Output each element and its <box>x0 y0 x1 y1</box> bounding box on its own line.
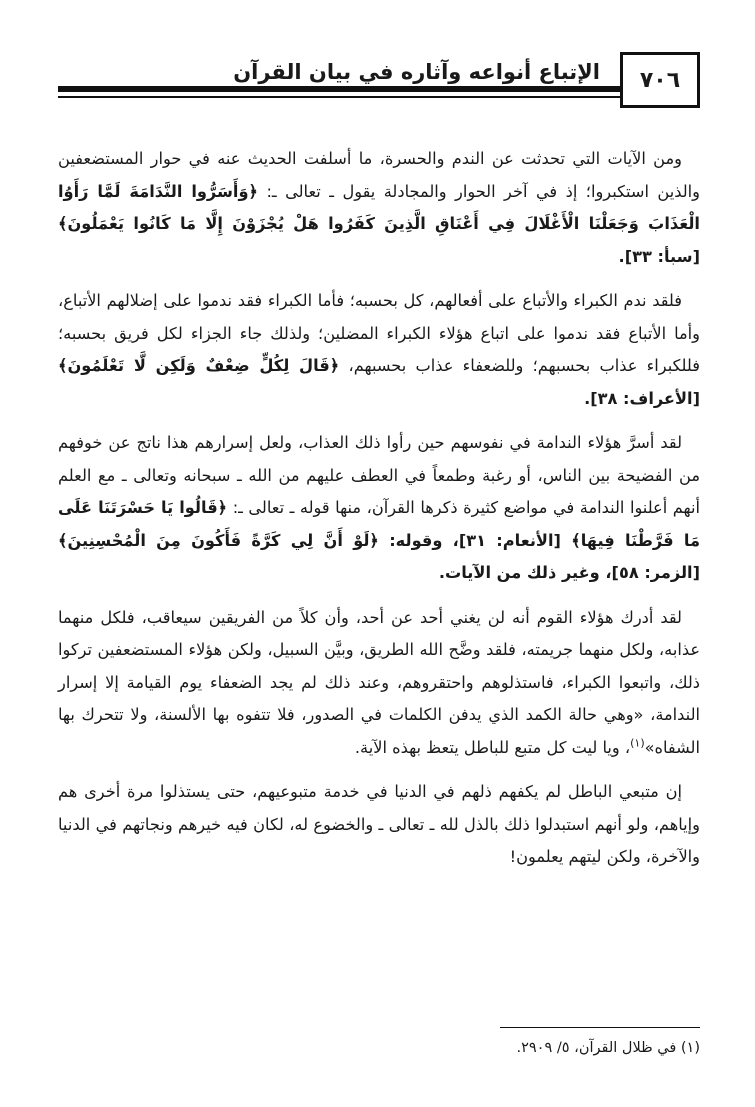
page-number: ٧٠٦ <box>639 67 681 93</box>
paragraph-text: فلقد ندم الكبراء والأتباع على أفعالهم، كل بحسبه؛ فأما الكبراء فقد ندموا على إضلالهم الأتباع، وأما الأتباع فقد ندموا على اتباع هؤلاء الكبراء المضلين؛ ولذلك جاء الجزاء لكل فريق بحسبه؛ فللكبراء عذاب بحسبهم؛ وللضعفاء عذاب بحسبهم، <box>58 291 700 375</box>
page-body <box>58 143 700 886</box>
footnote-marker[interactable]: (١) <box>630 736 645 750</box>
running-title: الإتباع أنواعه وآثاره في بيان القرآن <box>233 60 600 84</box>
header-rule-thin <box>58 96 620 98</box>
quran-verse: ﴿قَالُوا يَا حَسْرَتَنَا عَلَى مَا فَرَّطْنَا فِيهَا﴾ <box>58 498 700 550</box>
paragraph-2 <box>58 285 700 415</box>
paragraph-4 <box>58 602 700 765</box>
footnote: (١) في ظلال القرآن، ٥/ ٢٩٠٩. <box>516 1040 700 1056</box>
paragraph-1 <box>58 143 700 273</box>
page-number-box <box>620 52 700 108</box>
paragraph-5 <box>58 776 700 874</box>
verse-reference: [الزمر: ٥٨]، وغير ذلك من الآيات. <box>438 563 700 582</box>
paragraph-3 <box>58 427 700 590</box>
verse-reference: [الأنعام: ٣١]، وقوله: <box>378 530 572 550</box>
paragraph-text: ومن الآيات التي تحدثت عن الندم والحسرة، ما أسلفت الحديث عنه في حوار المستضعفين والذين استكبروا؛ إذ في آخر الحوار والمجادلة يقول ـ تعالى ـ: <box>58 149 700 201</box>
verse-reference: [الأعراف: ٣٨]. <box>584 388 700 408</box>
quran-verse: ﴿قَالَ لِكُلٍّ ضِعْفٌ وَلَكِن لَّا تَعْلَمُونَ﴾ <box>58 356 340 375</box>
quran-verse: ﴿لَوْ أَنَّ لِي كَرَّةً فَأَكُونَ مِنَ الْمُحْسِنِينَ﴾ <box>58 530 379 550</box>
paragraph-text: لقد أسرَّ هؤلاء الندامة في نفوسهم حين رأوا ذلك العذاب، ولعل إسرارهم هذا ناتج عن خوفهم من الفضيحة بين الناس، أو رغبة وطمعاً في العطف عليهم من الله ـ سبحانه وتعالى ـ مع العلم أنهم أعلنوا الندامة في مواضع كثيرة ذكرها القرآن، منها قوله ـ تعالى ـ: <box>58 433 700 517</box>
page-header <box>58 52 700 112</box>
paragraph-text: لقد أدرك هؤلاء القوم أنه لن يغني أحد عن أحد، وأن كلاً من الفريقين سيعاقب، فلكل منهما عذابه، ولكل منهما جريمته، فلقد وضَّح الله الطريق، وبيَّن السبيل، ولكن هؤلاء المستضعفين تركوا ذلك، واتبعوا الكبراء، فاستذلوهم واحتقروهم، وعند ذلك لم يجد الضعفاء يوم القيامة إلا إسرار الندامة، «وهي حالة الكمد الذي يدفن الكلمات في الصدور، فلا تتفوه بها الألسنة، ولا تتحرك بها الشفاه» <box>58 607 700 757</box>
paragraph-text: إن متبعي الباطل لم يكفهم ذلهم في الدنيا في خدمة متبوعيهم، حتى يستذلوا مرة أخرى هم وإياهم، ولو أنهم استبدلوا ذلك بالذل لله ـ تعالى ـ والخضوع له، لكان فيه خيرهم ونجاتهم في الدنيا والآخرة، ولكن ليتهم يعلمون! <box>58 782 700 866</box>
paragraph-text: ، ويا ليت كل متبع للباطل يتعظ بهذه الآية. <box>354 737 631 757</box>
header-rule-thick <box>58 86 620 92</box>
verse-reference: [سبأ: ٣٣]. <box>618 246 700 266</box>
quran-verse: ﴿وَأَسَرُّوا النَّدَامَةَ لَمَّا رَأَوُا الْعَذَابَ وَجَعَلْنَا الْأَغْلَالَ فِي أَعْنَاقِ الَّذِينَ كَفَرُوا هَلْ يُجْزَوْنَ إِلَّا مَا كَانُوا يَعْمَلُونَ﴾ <box>58 181 700 233</box>
footnote-separator <box>500 1027 700 1028</box>
